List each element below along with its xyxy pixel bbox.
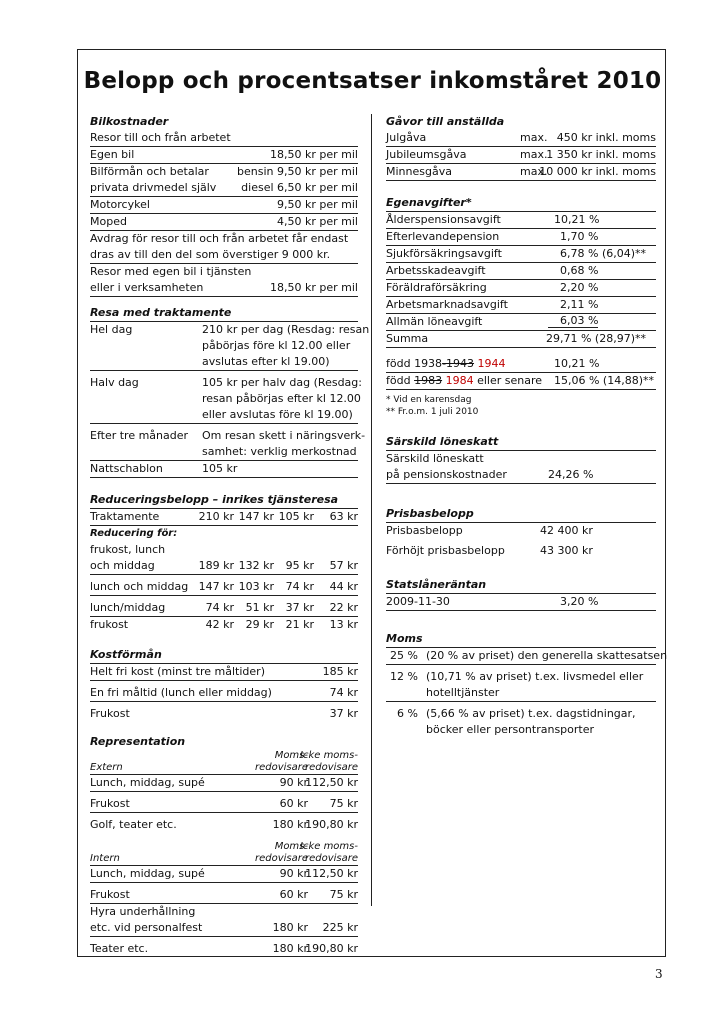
reducering-value: 57 kr <box>329 559 358 572</box>
fodd2-old-year: 1983 <box>414 374 443 387</box>
avdrag-line-2: dras av till den del som överstiger 9 000 kr. <box>90 248 331 261</box>
kost-value-1: 185 kr <box>322 665 358 678</box>
reducering-value: 74 kr <box>285 580 314 593</box>
moms-header-1: Moms- <box>274 841 308 852</box>
moms-header-2: redovisare <box>254 762 308 773</box>
gava-label-2: Jubileumsgåva <box>386 148 467 161</box>
sarskild-label-2: på pensionskostnader <box>386 468 507 481</box>
statslane-row <box>386 594 656 611</box>
prisbas-row-1 <box>386 523 656 539</box>
representation-heading: Representation <box>90 735 186 748</box>
motorcykel-row <box>90 197 358 214</box>
halv-dag-label: Halv dag <box>90 376 139 389</box>
sarskild-value: 24,26 % <box>548 468 594 481</box>
fodd1-old-year: -1943 <box>442 357 475 370</box>
egenavgift-value: 10,21 % <box>554 213 600 226</box>
kost-label-2: En fri måltid (lunch eller middag) <box>90 686 272 699</box>
kost-row-1 <box>90 664 358 681</box>
trakt-value-2: 147 kr <box>238 510 274 523</box>
extern-label-1: Lunch, middag, supé <box>90 776 205 789</box>
trakt-value-4: 63 kr <box>329 510 358 523</box>
traktamente-heading: Resa med traktamente <box>90 305 358 322</box>
intern-label: Intern <box>90 853 120 864</box>
column-divider <box>371 114 372 906</box>
moms-pct-2: 12 % <box>390 670 418 683</box>
reducering-value: 22 kr <box>329 601 358 614</box>
reducering-value: 21 kr <box>285 618 314 631</box>
intern-label-2: Frukost <box>90 888 130 901</box>
egenavgift-row <box>386 246 656 263</box>
reducering-value: 51 kr <box>245 601 274 614</box>
moms-text-2b: hotelltjänster <box>426 686 500 699</box>
reducering-label-4: frukost <box>90 618 129 631</box>
intern-label-1: Lunch, middag, supé <box>90 867 205 880</box>
hel-dag-block <box>90 322 370 371</box>
bilforman-label-1: Bilförmån och betalar <box>90 165 209 178</box>
egenavgift-label: Föräldraförsäkring <box>386 281 487 294</box>
fodd1-label: född 1938 <box>386 357 443 370</box>
extern-moms-2: 60 kr <box>279 797 308 810</box>
prisbas-row-2 <box>386 543 656 559</box>
egenavgift-value: 6,78 % (6,04)** <box>560 247 647 260</box>
icke-header-1: Icke moms- <box>300 841 358 852</box>
sarskild-block <box>386 451 656 484</box>
avdrag-block <box>90 231 358 264</box>
halv-dag-block <box>90 375 362 424</box>
bilforman-block <box>90 164 358 197</box>
resor-egen-line-2: eller i verksamheten <box>90 281 204 294</box>
moped-row <box>90 214 358 231</box>
natt-value: 105 kr <box>202 462 238 475</box>
efter-block <box>90 428 366 461</box>
reducering-row-2 <box>90 579 358 596</box>
extern-icke-3: 190,80 kr <box>305 818 358 831</box>
intern-row-2 <box>90 887 358 904</box>
teater-icke: 190,80 kr <box>305 942 358 955</box>
egenavgift-row <box>386 297 656 314</box>
gava-max-2: max. <box>520 148 548 161</box>
resor-egen-value: 18,50 kr per mil <box>270 281 358 294</box>
summa-value: 29,71 % (28,97)** <box>546 332 647 345</box>
statslane-heading: Statslåneräntan <box>386 577 656 594</box>
extern-row-1 <box>90 775 358 792</box>
reducering-value: 74 kr <box>205 601 234 614</box>
trakt-value-1: 210 kr <box>198 510 234 523</box>
extern-moms-1: 90 kr <box>279 776 308 789</box>
extern-row-3 <box>90 817 358 833</box>
reducering-for-label: Reducering för: <box>90 528 178 539</box>
extern-row-2 <box>90 796 358 813</box>
gava-row-1 <box>386 130 656 147</box>
reducering-row-3 <box>90 600 358 617</box>
moms-pct-1: 25 % <box>390 649 418 662</box>
moms-row-1 <box>386 648 668 665</box>
page-number: 3 <box>655 967 663 981</box>
extern-moms-3: 180 kr <box>272 818 308 831</box>
resor-egen-block <box>90 264 358 297</box>
moped-value: 4,50 kr per mil <box>277 215 358 228</box>
extern-label-3: Golf, teater etc. <box>90 818 177 831</box>
intern-icke-1: 112,50 kr <box>305 867 358 880</box>
resor-egen-line-1: Resor med egen bil i tjänsten <box>90 265 252 278</box>
moms-text-3b: böcker eller persontransporter <box>426 723 595 736</box>
extern-icke-1: 112,50 kr <box>305 776 358 789</box>
egen-bil-value: 18,50 kr per mil <box>270 148 358 161</box>
egen-bil-label: Egen bil <box>90 148 135 161</box>
sarskild-heading: Särskild löneskatt <box>386 434 656 451</box>
fodd-row-2 <box>386 373 656 390</box>
intern-row-1 <box>90 866 358 883</box>
reducering-label-1a: frukost, lunch <box>90 543 166 556</box>
bilkostnader-heading: Bilkostnader <box>90 115 169 128</box>
reducering-value: 29 kr <box>245 618 274 631</box>
reducering-label-1: och middag <box>90 559 155 572</box>
footnote-1: * Vid en karensdag <box>386 395 472 405</box>
gavor-heading: Gåvor till anställda <box>386 115 505 128</box>
reducering-row-4 <box>90 617 358 633</box>
kost-row-3 <box>90 706 358 722</box>
resor-row <box>90 130 358 147</box>
bilforman-value-1: bensin 9,50 kr per mil <box>237 165 358 178</box>
moms-row-3 <box>386 706 656 738</box>
reducering-value: 103 kr <box>238 580 274 593</box>
prisbas-heading: Prisbasbelopp <box>386 506 656 523</box>
reducering-value: 42 kr <box>205 618 234 631</box>
fodd1-new-year: 1944 <box>477 357 506 370</box>
moped-label: Moped <box>90 215 127 228</box>
trakt-label: Traktamente <box>90 510 160 523</box>
egenavgift-row <box>386 212 656 229</box>
hel-dag-text-1: 210 kr per dag (Resdag: resan <box>202 323 370 336</box>
natt-row <box>90 461 358 478</box>
gava-row-3 <box>386 164 656 181</box>
motorcykel-value: 9,50 kr per mil <box>277 198 358 211</box>
egen-bil-row <box>90 147 358 164</box>
reducering-value: 189 kr <box>198 559 234 572</box>
kost-value-3: 37 kr <box>329 707 358 720</box>
hyra-block <box>90 904 358 937</box>
prisbas-label-1: Prisbasbelopp <box>386 524 463 537</box>
teater-moms: 180 kr <box>272 942 308 955</box>
gava-value-1: 450 kr inkl. moms <box>556 131 656 144</box>
hyra-label-1: Hyra underhållning <box>90 905 196 918</box>
gava-row-2 <box>386 147 656 164</box>
egenavgift-value: 6,03 % <box>548 314 598 328</box>
bilforman-label-2: privata drivmedel själv <box>90 181 217 194</box>
icke-header-1: Icke moms- <box>300 750 358 761</box>
halv-dag-text-1: 105 kr per halv dag (Resdag: <box>202 376 362 389</box>
egenavgift-row <box>386 314 656 331</box>
page-title: Belopp och procentsatser inkomståret 2010 <box>83 68 662 94</box>
efter-text-1: Om resan skett i näringsverk- <box>202 429 366 442</box>
intern-icke-2: 75 kr <box>329 888 358 901</box>
egenavgift-value: 0,68 % <box>560 264 599 277</box>
moms-text-1: (20 % av priset) den generella skattesatsen <box>426 649 668 662</box>
trakt-value-3: 105 kr <box>278 510 314 523</box>
teater-row <box>90 941 358 957</box>
fodd2-value: 15,06 % (14,88)** <box>554 374 655 387</box>
reducering-label-3: lunch/middag <box>90 601 166 614</box>
trakt-row <box>90 509 358 526</box>
reducering-value: 95 kr <box>285 559 314 572</box>
fodd2-new-year: 1984 <box>445 374 474 387</box>
egenavgift-row <box>386 229 656 246</box>
reducering-heading: Reduceringsbelopp – inrikes tjänsteresa <box>90 492 358 509</box>
extern-label: Extern <box>90 762 123 773</box>
motorcykel-label: Motorcykel <box>90 198 150 211</box>
hyra-icke: 225 kr <box>322 921 358 934</box>
sarskild-label-1: Särskild löneskatt <box>386 452 484 465</box>
reducering-value: 37 kr <box>285 601 314 614</box>
natt-label: Nattschablon <box>90 462 163 475</box>
fodd2-suffix: eller senare <box>477 374 543 387</box>
teater-label: Teater etc. <box>90 942 149 955</box>
gava-label-1: Julgåva <box>386 131 427 144</box>
intern-moms-2: 60 kr <box>279 888 308 901</box>
hel-dag-label: Hel dag <box>90 323 133 336</box>
extern-label-2: Frukost <box>90 797 130 810</box>
right-column <box>386 114 668 738</box>
egenavgift-value: 2,20 % <box>560 281 599 294</box>
reducering-row-1 <box>90 558 358 575</box>
moms-text-2a: (10,71 % av priset) t.ex. livsmedel eller <box>426 670 644 683</box>
gava-value-3: 10 000 kr inkl. moms <box>539 165 656 178</box>
avdrag-line-1: Avdrag för resor till och från arbetet får endast <box>90 232 349 245</box>
moms-heading: Moms <box>386 631 656 648</box>
fodd2-label: född <box>386 374 411 387</box>
moms-text-3a: (5,66 % av priset) t.ex. dagstidningar, <box>426 707 636 720</box>
statslane-value: 3,20 % <box>560 595 599 608</box>
egenavgifter-heading: Egenavgifter* <box>386 195 656 212</box>
reducering-value: 147 kr <box>198 580 234 593</box>
efter-text-2: samhet: verklig merkostnad <box>202 445 357 458</box>
reducering-label-2: lunch och middag <box>90 580 189 593</box>
moms-header-2: redovisare <box>254 853 308 864</box>
moms-pct-3: 6 % <box>397 707 418 720</box>
egenavgift-row <box>386 280 656 297</box>
egenavgift-label: Efterlevandepension <box>386 230 500 243</box>
gava-max-1: max. <box>520 131 548 144</box>
icke-header-2: redovisare <box>304 762 358 773</box>
prisbas-value-2: 43 300 kr <box>540 544 593 557</box>
gava-max-3: max. <box>520 165 548 178</box>
statslane-date: 2009-11-30 <box>386 595 450 608</box>
reducering-value: 13 kr <box>329 618 358 631</box>
summa-label: Summa <box>386 332 429 345</box>
extern-icke-2: 75 kr <box>329 797 358 810</box>
hyra-moms: 180 kr <box>272 921 308 934</box>
gava-value-2: 1 350 kr inkl. moms <box>546 148 656 161</box>
fodd1-value: 10,21 % <box>554 357 600 370</box>
egenavgift-value: 1,70 % <box>560 230 599 243</box>
egenavgift-label: Allmän löneavgift <box>386 315 483 328</box>
kost-label-1: Helt fri kost (minst tre måltider) <box>90 665 265 678</box>
footnote-2: ** Fr.o.m. 1 juli 2010 <box>386 407 479 417</box>
kostforman-heading: Kostförmån <box>90 647 358 664</box>
halv-dag-text-3: eller avslutas före kl 19.00) <box>202 408 353 421</box>
hyra-label-2: etc. vid personalfest <box>90 921 203 934</box>
left-column <box>90 114 370 957</box>
prisbas-label-2: Förhöjt prisbasbelopp <box>386 544 505 557</box>
icke-header-2: redovisare <box>304 853 358 864</box>
egenavgift-value: 2,11 % <box>560 298 599 311</box>
hel-dag-text-2: påbörjas före kl 12.00 eller <box>202 339 351 352</box>
egenavgift-label: Arbetsmarknadsavgift <box>386 298 508 311</box>
resor-label: Resor till och från arbetet <box>90 131 231 144</box>
moms-row-2 <box>386 669 656 702</box>
reducering-value: 44 kr <box>329 580 358 593</box>
efter-label: Efter tre månader <box>90 429 189 442</box>
page-frame <box>77 49 666 957</box>
reducering-row-1a <box>90 542 358 558</box>
egenavgift-label: Sjukförsäkringsavgift <box>386 247 502 260</box>
kost-label-3: Frukost <box>90 707 130 720</box>
kost-row-2 <box>90 685 358 702</box>
moms-header-1: Moms- <box>274 750 308 761</box>
hel-dag-text-3: avslutas efter kl 19.00) <box>202 355 330 368</box>
egenavgift-label: Arbetsskadeavgift <box>386 264 486 277</box>
intern-moms-1: 90 kr <box>279 867 308 880</box>
fodd-row-1 <box>386 356 656 373</box>
egenavgift-label: Ålderspensionsavgift <box>386 213 501 226</box>
reducering-value: 132 kr <box>238 559 274 572</box>
bilforman-value-2: diesel 6,50 kr per mil <box>241 181 358 194</box>
halv-dag-text-2: resan påbörjas efter kl 12.00 <box>202 392 361 405</box>
gava-label-3: Minnesgåva <box>386 165 452 178</box>
egenavgift-row <box>386 263 656 280</box>
prisbas-value-1: 42 400 kr <box>540 524 593 537</box>
summa-row <box>386 331 656 348</box>
kost-value-2: 74 kr <box>329 686 358 699</box>
